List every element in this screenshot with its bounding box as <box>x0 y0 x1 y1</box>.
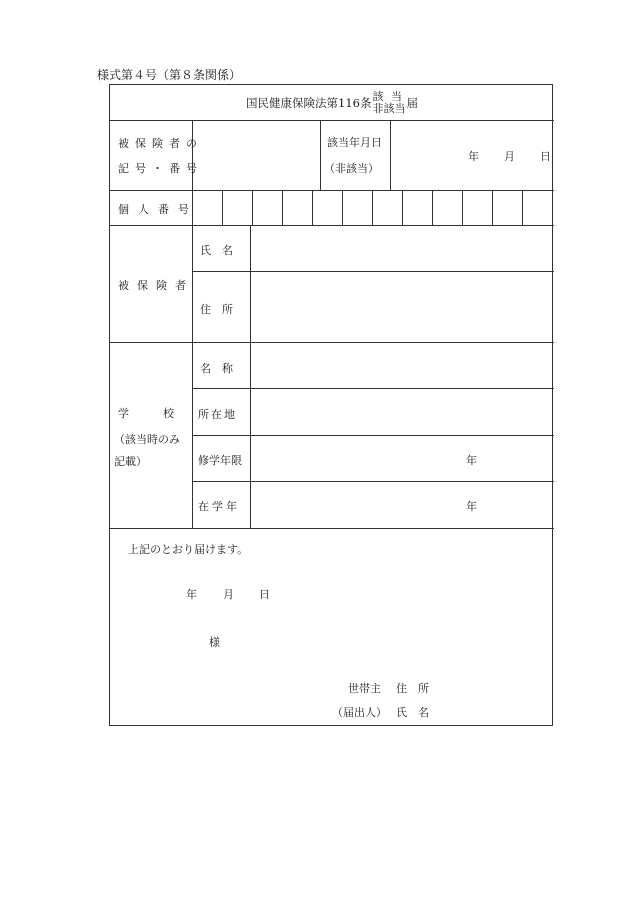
title-choice-top: 該 当 <box>372 89 404 103</box>
footer-year: 年 <box>186 588 197 601</box>
digit-box-divider <box>432 190 433 225</box>
digit-box-divider <box>312 190 313 225</box>
title-choice-bottom: 非該当 <box>372 101 406 115</box>
digit-box-divider <box>222 190 223 225</box>
divider <box>192 481 554 482</box>
school-grade-field[interactable] <box>256 488 456 522</box>
insured-number-label-1: 被保険者の <box>118 137 203 150</box>
digit-box-divider <box>372 190 373 225</box>
school-label-1: 学 校 <box>118 407 178 420</box>
divider <box>110 342 554 343</box>
address-field[interactable] <box>256 279 546 335</box>
date-label-2: （非該当） <box>324 162 379 175</box>
divider <box>192 271 554 272</box>
honorific: 様 <box>209 636 220 649</box>
insured-number-field[interactable] <box>198 127 314 183</box>
form-number: 様式第４号（第８条関係） <box>97 68 242 82</box>
divider <box>110 120 554 121</box>
school-location-field[interactable] <box>256 395 546 429</box>
divider <box>192 120 193 528</box>
applicant-label: （届出人） <box>332 706 387 719</box>
insured-number-label-2: 記号・番号 <box>118 162 203 175</box>
name-label: 氏 名 <box>200 244 233 257</box>
school-term-label: 修学年限 <box>198 454 242 467</box>
school-label-3: 記載） <box>114 455 147 468</box>
title-main: 国民健康保険法第116条 <box>246 95 372 110</box>
title-suffix: 届 <box>406 95 418 110</box>
digit-box-divider <box>282 190 283 225</box>
form-frame <box>109 84 553 726</box>
divider <box>320 120 321 190</box>
householder-address-label: 住 所 <box>396 682 429 695</box>
date-day: 日 <box>540 150 551 163</box>
footer-month: 月 <box>223 588 234 601</box>
school-name-label: 名 称 <box>200 362 233 375</box>
digit-box-divider <box>252 190 253 225</box>
insured-section-label: 被保険者 <box>118 279 194 292</box>
householder-label: 世帯主 <box>348 682 381 695</box>
footer-day: 日 <box>259 588 270 601</box>
school-grade-unit: 年 <box>466 500 477 513</box>
individual-number-label: 個人番号 <box>118 203 198 216</box>
digit-box-divider <box>462 190 463 225</box>
divider <box>390 120 391 190</box>
form-title <box>110 85 554 120</box>
title-choice <box>372 91 405 115</box>
digit-box-divider <box>402 190 403 225</box>
school-term-field[interactable] <box>256 442 456 476</box>
school-location-label: 所在地 <box>198 408 237 421</box>
date-month: 月 <box>504 150 515 163</box>
school-name-field[interactable] <box>256 349 546 383</box>
divider <box>192 388 554 389</box>
date-year: 年 <box>468 150 479 163</box>
applicant-name-label: 氏 名 <box>396 706 429 719</box>
name-field[interactable] <box>256 231 546 267</box>
school-label-2: （該当時のみ <box>114 433 180 446</box>
digit-box-divider <box>342 190 343 225</box>
address-label: 住 所 <box>200 303 233 316</box>
divider <box>110 190 554 191</box>
divider <box>250 225 251 528</box>
school-term-unit: 年 <box>466 454 477 467</box>
school-grade-label: 在学年 <box>198 500 240 513</box>
digit-box-divider <box>492 190 493 225</box>
date-label-1: 該当年月日 <box>327 136 382 149</box>
divider <box>110 528 554 529</box>
statement: 上記のとおり届けます。 <box>128 543 249 556</box>
divider <box>192 435 554 436</box>
divider <box>110 225 554 226</box>
digit-box-divider <box>522 190 523 225</box>
